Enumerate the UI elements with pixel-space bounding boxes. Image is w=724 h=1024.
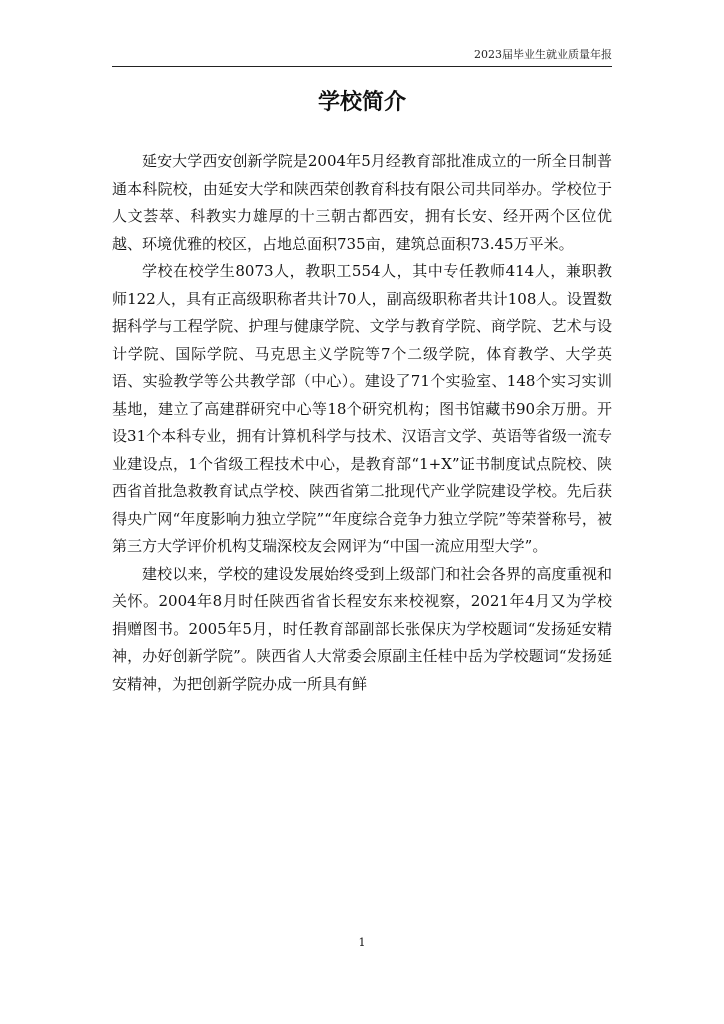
page-title: 学校简介 (317, 90, 406, 115)
page-header (112, 44, 612, 67)
document-body (112, 148, 612, 698)
paragraph-intro: 延安大学西安创新学院是2004年5月经教育部批准成立的一所全日制普通本科院校，由延安大学和陕西荣创教育科技有限公司共同举办。学校位于人文荟萃、科教实力雄厚的十三朝古都西安，拥有长安、经开两个区位优越、环境优雅的校区，占地总面积735亩，建筑总面积73.45万平米。 (112, 152, 612, 253)
paragraph-history: 建校以来，学校的建设发展始终受到上级部门和社会各界的高度重视和关怀。2004年8月时任陕西省省长程安东来校视察，2021年4月又为学校捐赠图书。2005年5月，时任教育部副部长张保庆为学校题词“发扬延安精神，办好创新学院”。陕西省人大常委会原副主任桂中岳为学校题词“发扬延安精神，为把创新学院办成一所具有鲜 (112, 564, 612, 693)
report-title: 2023届毕业生就业质量年报 (474, 48, 612, 61)
paragraph-statistics: 学校在校学生8073人，教职工554人，其中专任教师414人，兼职教师122人，具有正高级职称者共计70人，副高级职称者共计108人。设置数据科学与工程学院、护理与健康学院、文学与教育学院、商学院、艺术与设计学院、国际学院、马克思主义学院等7个二级学院，体育教学、大学英语、实验教学等公共教学部（中心）。建设了71个实验室、148个实习实训基地，建立了高建群研究中心等18个研究机构；图书馆藏书90余万册。开设31个本科专业，拥有计算机科学与技术、汉语言文学、英语等省级一流专业建设点，1个省级工程技术中心，是教育部“1+X”证书制度试点院校、陕西省首批急救教育试点学校、陕西省第二批现代产业学院建设学校。先后获得央广网“年度影响力独立学院”“年度综合竞争力独立学院”等荣誉称号，被第三方大学评价机构艾瑞深校友会网评为“中国一流应用型大学”。 (112, 262, 612, 555)
page-number: 1 (358, 936, 366, 949)
